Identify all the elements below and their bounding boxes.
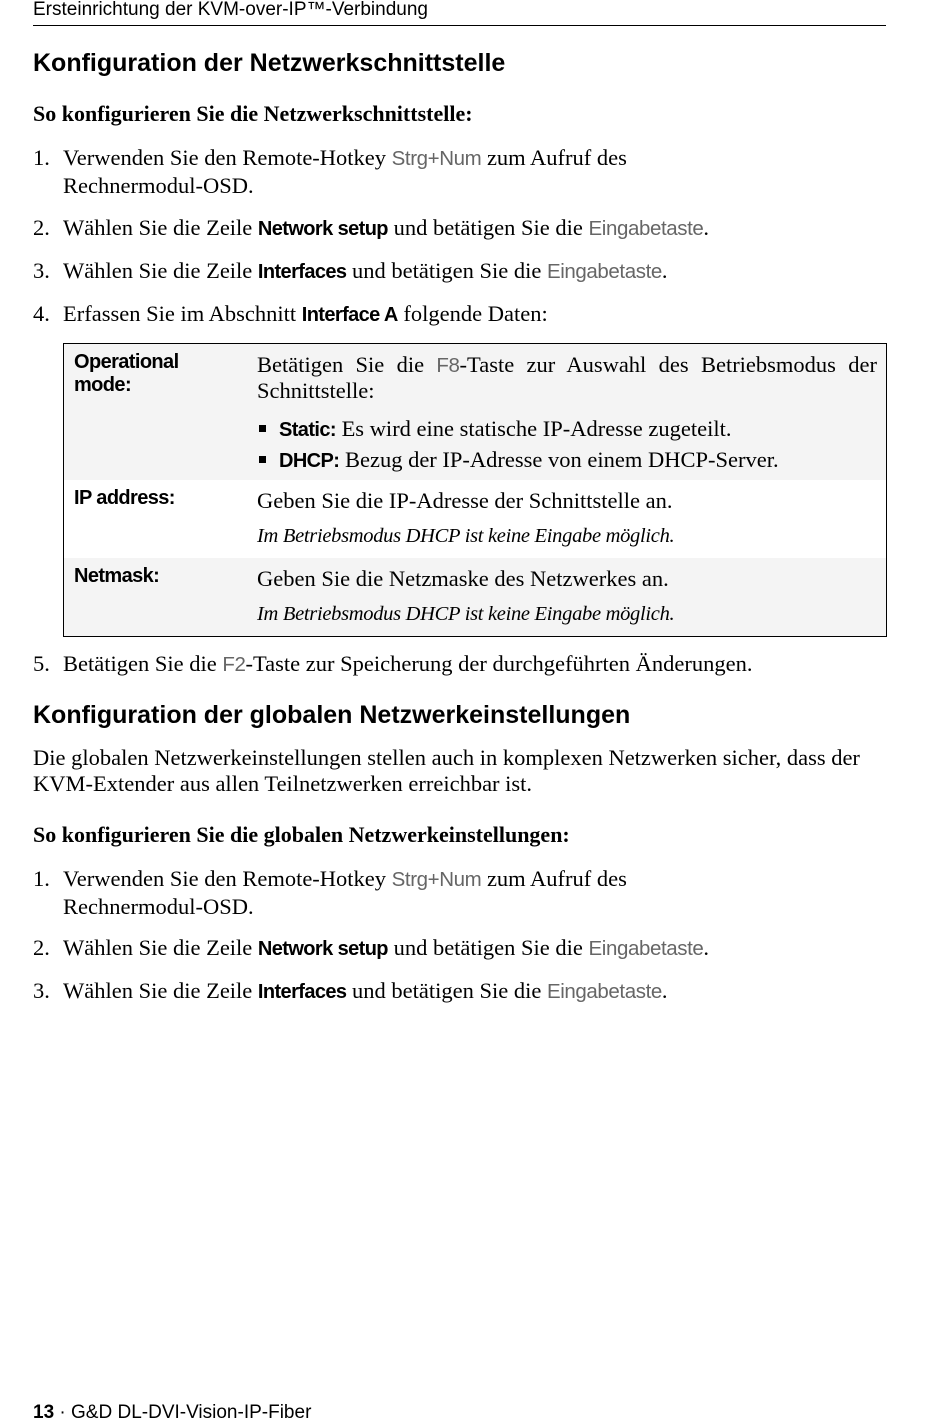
page-number: 13 [33, 1402, 55, 1423]
table-row-netmask [64, 558, 886, 636]
hotkey-label: Strg+Num [391, 147, 482, 170]
intro-paragraph: Die globalen Netzwerkeinstellungen stellen auch in komplexen Netzwerken sicher, dass der KVM-Extender aus allen Teilnetzwerken erreichbar ist. [33, 745, 860, 796]
table-row-operational-mode: Operational mode: Betätigen Sie die F8-Taste zur Auswahl des Betriebsmodus der Schnittstelle: Static: Es wird eine statische IP-Adresse zugeteilt. DHCP: Bezug der IP-Adresse von einem DHCP-Server. [64, 344, 886, 480]
key-label: F2 [222, 653, 246, 676]
step-number: 3. [33, 258, 50, 283]
step-number: 2. [33, 935, 50, 960]
step-text: Wählen Sie die Zeile Interfaces und betätigen Sie die Eingabetaste. [63, 258, 668, 283]
key-label: F8 [436, 354, 460, 377]
step-text: Verwenden Sie den Remote-Hotkey Strg+Num zum Aufruf des Rechnermodul-OSD. [63, 866, 627, 919]
table-label: IP address: [74, 487, 175, 509]
step-number: 4. [33, 301, 50, 326]
running-header [33, 0, 886, 26]
settings-table [63, 343, 887, 637]
key-label: Eingabetaste [588, 217, 704, 240]
menu-item-label: Network setup [257, 938, 388, 960]
key-label: Eingabetaste [547, 260, 662, 283]
table-description: Geben Sie die Netzmaske des Netzwerkes an. [257, 566, 669, 591]
bullet-square-icon [259, 425, 266, 432]
key-label: Eingabetaste [588, 937, 704, 960]
table-label: Netmask: [74, 565, 160, 587]
menu-item-label: Interfaces [257, 261, 347, 283]
step-text: Betätigen Sie die F2-Taste zur Speicherung der durchgeführten Änderungen. [63, 651, 753, 676]
step-text: Wählen Sie die Zeile Interfaces und betätigen Sie die Eingabetaste. [63, 978, 668, 1003]
table-note: Im Betriebsmodus DHCP ist keine Eingabe möglich. [257, 603, 675, 625]
step-text: Verwenden Sie den Remote-Hotkey Strg+Num zum Aufruf des Rechnermodul-OSD. [63, 145, 627, 198]
procedure-lead: So konfigurieren Sie die globalen Netzwerkeinstellungen: [33, 822, 570, 847]
table-description: Geben Sie die IP-Adresse der Schnittstelle an. [257, 488, 673, 513]
table-note: Im Betriebsmodus DHCP ist keine Eingabe möglich. [257, 525, 675, 547]
running-header-text: Ersteinrichtung der KVM-over-IP™-Verbindung [33, 0, 428, 20]
step-number: 2. [33, 215, 50, 240]
step-text: Erfassen Sie im Abschnitt Interface A folgende Daten: [63, 301, 548, 326]
table-description: Betätigen Sie die F8-Taste zur Auswahl des Betriebsmodus der Schnittstelle: [257, 352, 877, 403]
menu-item-label: Network setup [257, 218, 388, 240]
step-number: 1. [33, 145, 50, 170]
bullet-square-icon [259, 456, 266, 463]
key-label: Eingabetaste [547, 980, 662, 1003]
page-footer: 13 · G&D DL-DVI-Vision-IP-Fiber [33, 1402, 312, 1423]
step-number: 5. [33, 651, 50, 676]
section-label: Interface A [301, 304, 398, 326]
step-number: 1. [33, 866, 50, 891]
step-text: Wählen Sie die Zeile Network setup und betätigen Sie die Eingabetaste. [63, 215, 710, 240]
step-text: Wählen Sie die Zeile Network setup und betätigen Sie die Eingabetaste. [63, 935, 710, 960]
section-heading: Konfiguration der Netzwerkschnittstelle [33, 49, 506, 77]
product-name: G&D DL-DVI-Vision-IP-Fiber [71, 1402, 312, 1423]
procedure-lead: So konfigurieren Sie die Netzwerkschnittstelle: [33, 101, 473, 126]
table-row-ip-address [64, 480, 886, 558]
hotkey-label: Strg+Num [391, 868, 482, 891]
step-number: 3. [33, 978, 50, 1003]
section-heading: Konfiguration der globalen Netzwerkeinstellungen [33, 701, 631, 729]
menu-item-label: Interfaces [257, 981, 347, 1003]
table-label: Operational mode: [74, 351, 179, 396]
